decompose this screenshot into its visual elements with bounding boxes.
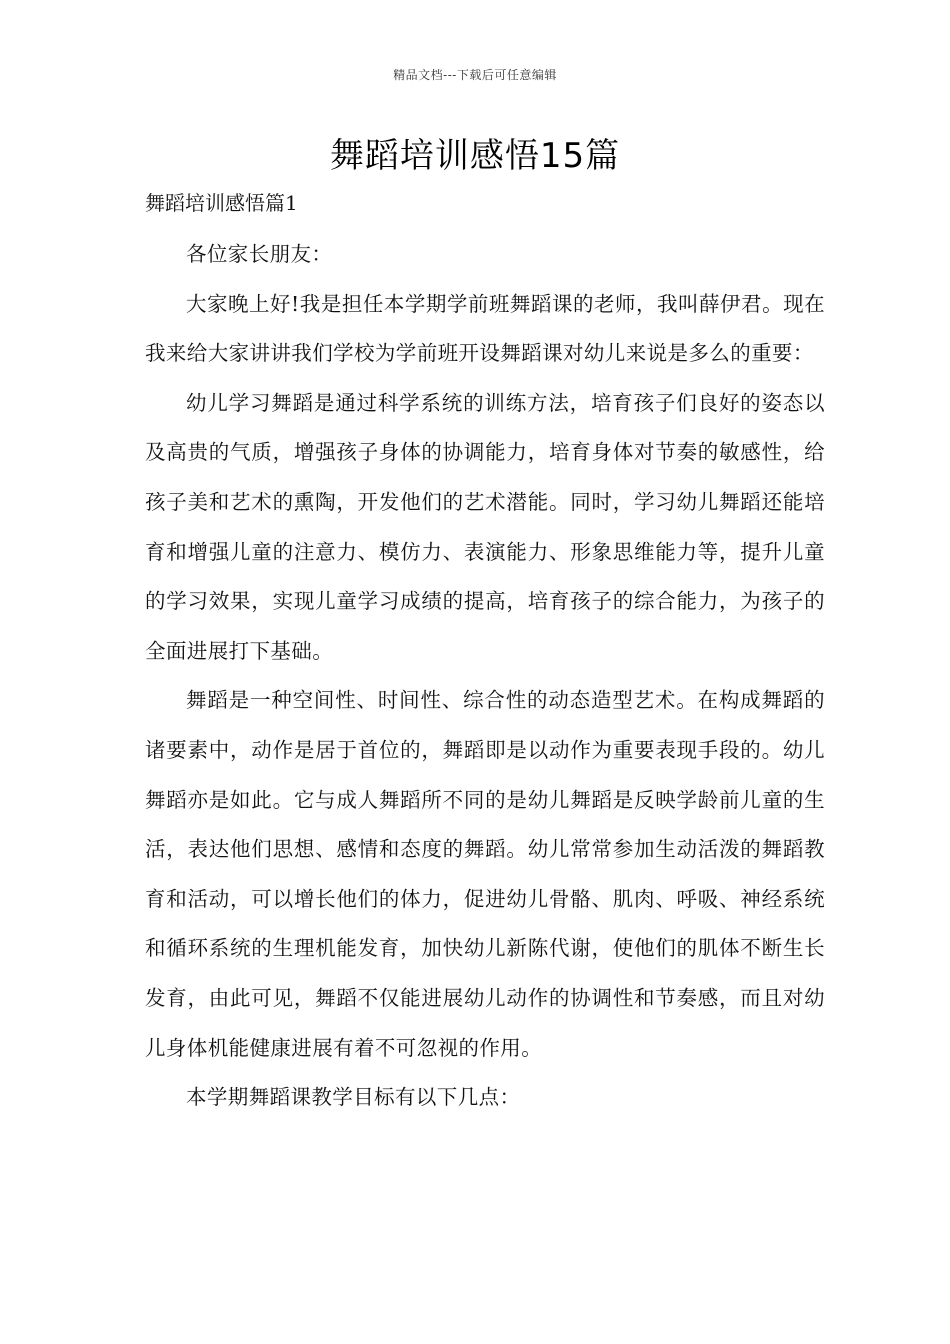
section-heading: 舞蹈培训感悟篇1 (145, 191, 298, 215)
paragraph-dance-art: 舞蹈是一种空间性、时间性、综合性的动态造型艺术。在构成舞蹈的诸要素中，动作是居于首位的，舞蹈即是以动作为重要表现手段的。幼儿舞蹈亦是如此。它与成人舞蹈所不同的是幼儿舞蹈是反映学龄前儿童的生活，表达他们思想、感情和态度的舞蹈。幼儿常常参加生动活泼的舞蹈教育和活动，可以增长他们的体力，促进幼儿骨骼、肌肉、呼吸、神经系统和循环系统的生理机能发育，加快幼儿新陈代谢，使他们的肌体不断生长发育，由此可见，舞蹈不仅能进展幼儿动作的协调性和节奏感，而且对幼儿身体机能健康进展有着不可忽视的作用。 (145, 688, 825, 1060)
paragraph-introduction: 大家晚上好!我是担任本学期学前班舞蹈课的老师，我叫薛伊君。现在我来给大家讲讲我们学校为学前班开设舞蹈课对幼儿来说是多么的重要： (145, 291, 825, 366)
header-note: 精品文档---下载后可任意编辑 (393, 68, 557, 82)
paragraph-benefits: 幼儿学习舞蹈是通过科学系统的训练方法，培育孩子们良好的姿态以及高贵的气质，增强孩子身体的协调能力，培育身体对节奏的敏感性，给孩子美和艺术的熏陶，开发他们的艺术潜能。同时，学习幼儿舞蹈还能培育和增强儿童的注意力、模仿力、表演能力、形象思维能力等，提升儿童的学习效果，实现儿童学习成绩的提高，培育孩子的综合能力，为孩子的全面进展打下基础。 (145, 390, 825, 663)
document-title: 舞蹈培训感悟15篇 (329, 136, 621, 176)
document-body (145, 230, 825, 1123)
paragraph-greeting: 各位家长朋友： (186, 242, 333, 266)
paragraph-goals: 本学期舞蹈课教学目标有以下几点： (186, 1085, 521, 1110)
